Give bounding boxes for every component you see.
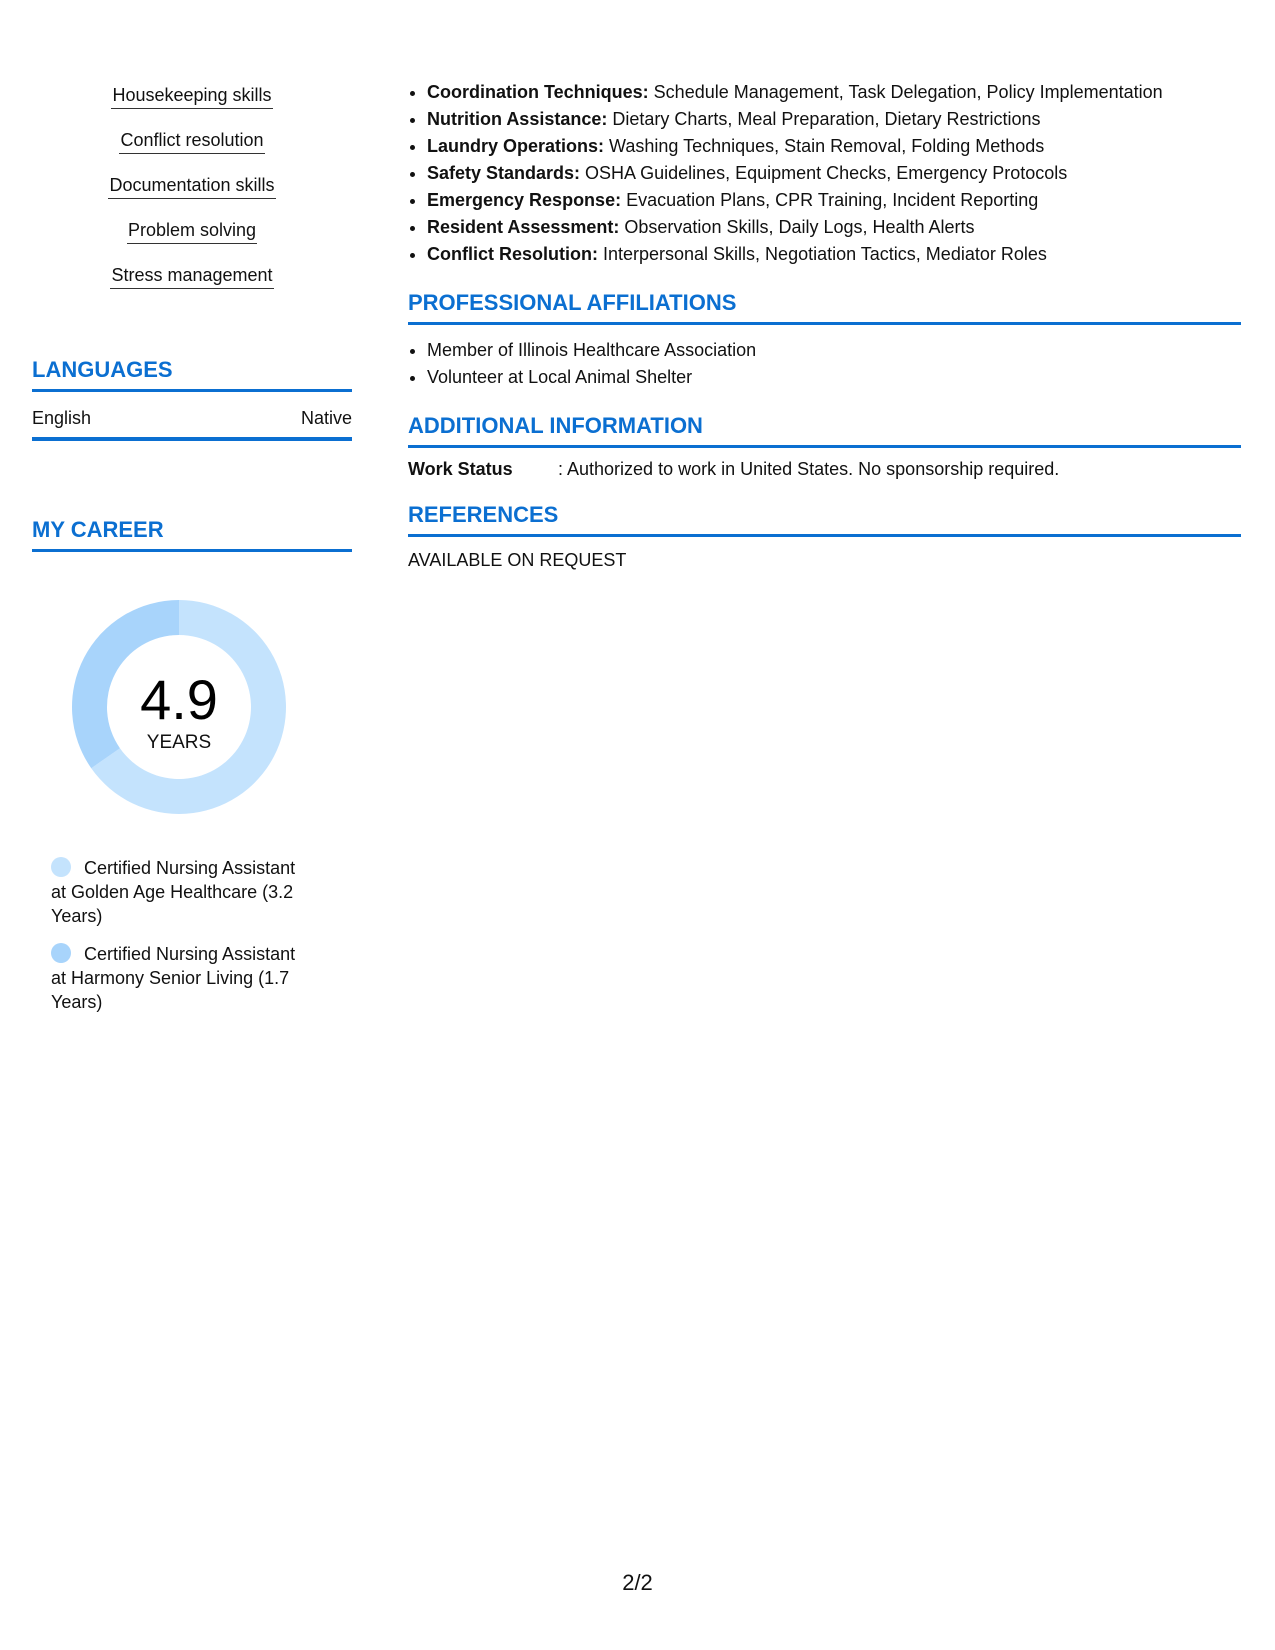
legend-label: Certified Nursing Assistant at Harmony Senior Living (1.7 Years)	[51, 944, 296, 1012]
skill-item	[32, 84, 352, 129]
skill-detail-item	[427, 106, 1241, 133]
page-number: 2/2	[622, 1570, 653, 1595]
skill-detail-label: Conflict Resolution:	[427, 244, 598, 264]
references-text: AVAILABLE ON REQUEST	[408, 550, 627, 570]
legend-item	[51, 856, 313, 928]
references-heading: REFERENCES	[408, 502, 1241, 537]
career-unit: YEARS	[146, 732, 212, 753]
skill-item	[32, 219, 352, 264]
language-row	[32, 392, 352, 441]
career-donut-chart	[66, 594, 292, 820]
skill-detail-label: Nutrition Assistance:	[427, 109, 608, 129]
legend-item	[51, 942, 313, 1014]
work-status-row	[408, 448, 1241, 480]
skill-detail-label: Safety Standards:	[427, 163, 581, 183]
languages-heading: LANGUAGES	[32, 357, 352, 392]
skill-item	[32, 129, 352, 174]
skill-label: Stress management	[110, 264, 273, 289]
skill-detail-item	[427, 187, 1241, 214]
skill-detail-text: Dietary Charts, Meal Preparation, Dietary Restrictions	[607, 109, 1041, 129]
career-total-years: 4.9	[140, 668, 218, 731]
skill-detail-text: OSHA Guidelines, Equipment Checks, Emergency Protocols	[580, 163, 1068, 183]
skills-list	[32, 84, 352, 309]
skill-detail-item	[427, 79, 1241, 106]
work-status-label: Work Status	[408, 459, 513, 479]
work-status-value: : Authorized to work in United States. No sponsorship required.	[558, 459, 1060, 479]
legend-dot-icon	[51, 857, 71, 877]
left-column	[32, 84, 352, 1028]
affiliation-item: • Volunteer at Local Animal Shelter	[427, 364, 1241, 391]
skill-item	[32, 264, 352, 309]
skill-detail-text: Interpersonal Skills, Negotiation Tactics, Mediator Roles	[597, 244, 1047, 264]
language-name: English	[32, 408, 92, 428]
skill-detail-text: Evacuation Plans, CPR Training, Incident Reporting	[621, 190, 1039, 210]
additional-info-heading: ADDITIONAL INFORMATION	[408, 413, 1241, 448]
affiliation-item: • Member of Illinois Healthcare Association	[427, 337, 1241, 364]
skill-detail-label: Emergency Response:	[427, 190, 622, 210]
skill-detail-label: Laundry Operations:	[427, 136, 605, 156]
skill-item	[32, 174, 352, 219]
skill-detail-item	[427, 133, 1241, 160]
affiliations-heading: PROFESSIONAL AFFILIATIONS	[408, 290, 1241, 325]
skill-label: Conflict resolution	[119, 129, 264, 154]
career-heading: MY CAREER	[32, 517, 352, 552]
skill-label: Problem solving	[127, 219, 257, 244]
skill-detail-text: Observation Skills, Daily Logs, Health Alerts	[619, 217, 975, 237]
right-column	[408, 79, 1241, 571]
legend-dot-icon	[51, 943, 71, 963]
skill-label: Housekeeping skills	[111, 84, 272, 109]
skill-detail-item	[427, 214, 1241, 241]
skill-label: Documentation skills	[108, 174, 275, 199]
skill-detail-item	[427, 160, 1241, 187]
language-level: Native	[300, 408, 352, 428]
career-legend	[51, 856, 313, 1014]
affiliations-list	[408, 337, 1241, 391]
skill-detail-text: Washing Techniques, Stain Removal, Folding Methods	[604, 136, 1045, 156]
donut-center	[66, 594, 292, 820]
skill-detail-text: Schedule Management, Task Delegation, Policy Implementation	[648, 82, 1163, 102]
legend-label: Certified Nursing Assistant at Golden Age Healthcare (3.2 Years)	[51, 858, 296, 926]
skill-details-list	[408, 79, 1241, 268]
skill-detail-label: Resident Assessment:	[427, 217, 620, 237]
skill-detail-label: Coordination Techniques:	[427, 82, 649, 102]
skill-detail-item	[427, 241, 1241, 268]
